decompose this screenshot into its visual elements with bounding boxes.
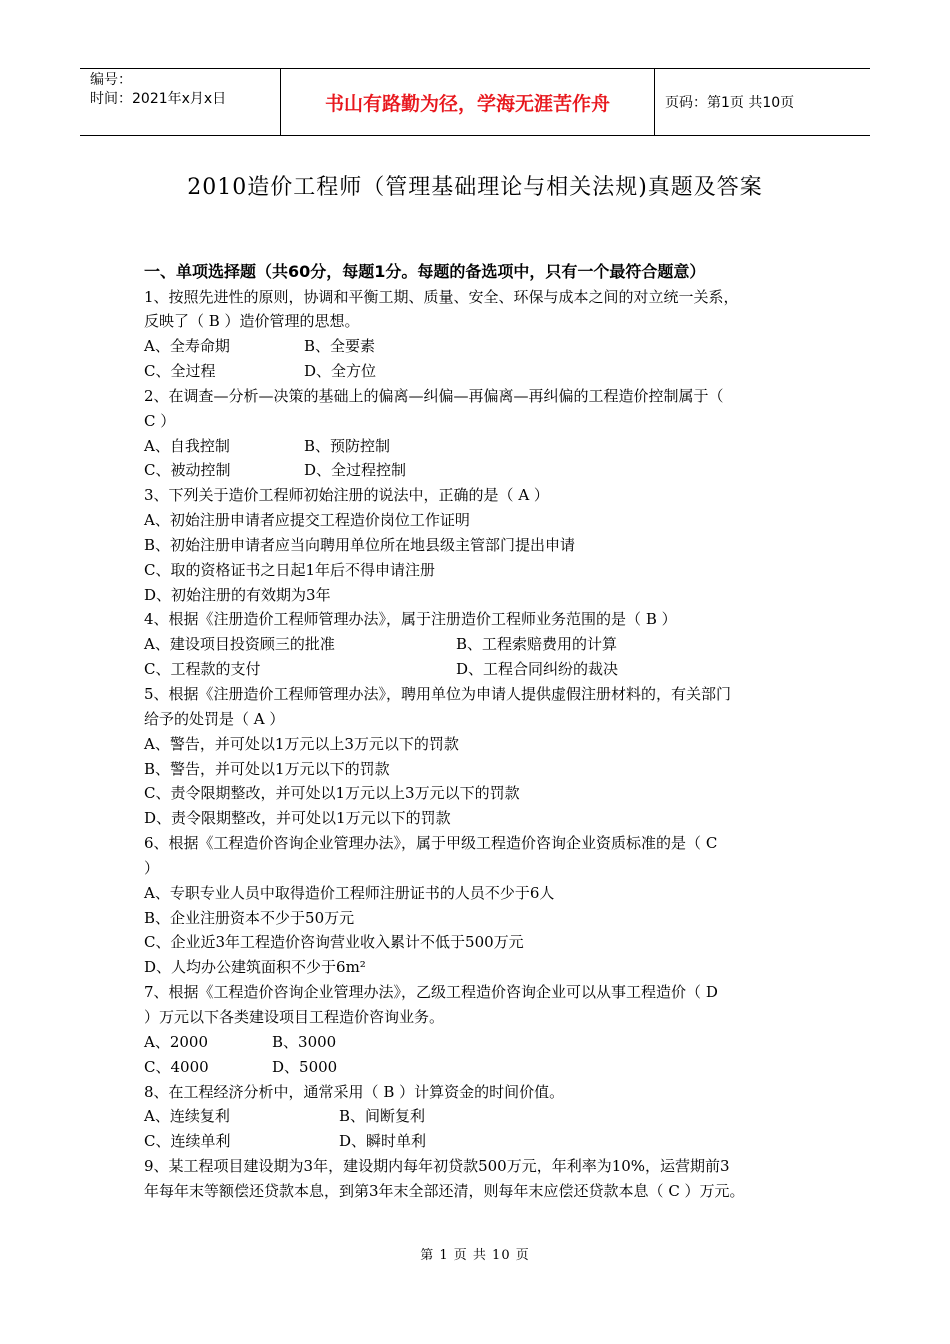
date-label: 时间：2021年x月x日 (90, 91, 227, 107)
answer-option: A、2000 (144, 1032, 209, 1051)
answer-option: B、工程索赔费用的计算 (456, 635, 618, 654)
answer-option: C、4000 (144, 1057, 209, 1076)
answer-option: A、专职专业人员中取得造价工程师注册证书的人员不少于6人 (144, 883, 555, 902)
answer-option: A、建设项目投资顾三的批准 (144, 635, 335, 654)
answer-option: C、全过程 (144, 362, 216, 381)
option-row (144, 359, 814, 384)
option-row (144, 632, 814, 657)
answer-option: B、全要素 (304, 337, 376, 356)
question-text-line: C ） (144, 411, 176, 430)
question-text-line: ） (144, 858, 160, 877)
page-header (80, 68, 870, 136)
option-row (144, 806, 814, 831)
answer-option: B、企业注册资本不少于50万元 (144, 908, 355, 927)
answer-option: C、取的资格证书之日起1年后不得申请注册 (144, 560, 436, 579)
option-row (144, 458, 814, 483)
question-text-line: 5、根据《注册造价工程师管理办法》，聘用单位为申请人提供虚假注册材料的，有关部门 (144, 685, 732, 703)
option-row (144, 881, 814, 906)
answer-option: C、责令限期整改，并可处以1万元以上3万元以下的罚款 (144, 784, 520, 803)
question-item (144, 980, 814, 1079)
question-text-line: 年每年末等额偿还贷款本息，到第3年末全部还清，则每年末应偿还贷款本息（ C ）万元。 (144, 1181, 745, 1200)
header-motto: 书山有路勤为径，学海无涯苦作舟 (281, 69, 655, 135)
option-row (144, 955, 814, 980)
question-text-line: 7、根据《工程造价咨询企业管理办法》，乙级工程造价咨询企业可以从事工程造价（ D (144, 983, 718, 1002)
option-row (144, 732, 814, 757)
answer-option: A、自我控制 (144, 436, 230, 455)
answer-option: A、全寿命期 (144, 337, 230, 356)
answer-option: D、瞬时单利 (339, 1132, 427, 1151)
answer-option: D、全方位 (304, 362, 377, 381)
question-item (144, 384, 814, 483)
answer-option: B、间断复利 (339, 1107, 426, 1126)
document-title: 2010造价工程师（管理基础理论与相关法规)真题及答案 (187, 175, 763, 200)
answer-option: C、被动控制 (144, 461, 231, 480)
option-row (144, 657, 814, 682)
answer-option: D、5000 (272, 1057, 338, 1076)
option-row (144, 757, 814, 782)
question-item (144, 607, 814, 682)
answer-option: D、工程合同纠纷的裁决 (456, 660, 619, 679)
answer-option: B、3000 (272, 1032, 337, 1051)
answer-option: B、预防控制 (304, 436, 391, 455)
question-item (144, 1154, 814, 1204)
answer-option: C、企业近3年工程造价咨询营业收入累计不低于500万元 (144, 933, 524, 952)
option-row (144, 1055, 814, 1080)
option-row (144, 1030, 814, 1055)
document-body (144, 260, 814, 1204)
question-text-line: 9、某工程项目建设期为3年，建设期内每年初贷款500万元，年利率为10%，运营期前3 (144, 1157, 730, 1176)
question-text-line: 3、下列关于造价工程师初始注册的说法中，正确的是（ A ） (144, 486, 549, 505)
question-text-line: 给予的处罚是（ A ） (144, 709, 285, 728)
answer-option: B、初始注册申请者应当向聘用单位所在地县级主管部门提出申请 (144, 535, 576, 554)
header-page-info: 页码：第1页 共10页 (665, 95, 795, 111)
option-row (144, 508, 814, 533)
section-heading: 一、单项选择题（共60分，每题1分。每题的备选项中，只有一个最符合题意） (144, 262, 706, 281)
answer-option: D、责令限期整改，并可处以1万元以下的罚款 (144, 809, 451, 828)
answer-option: A、连续复利 (144, 1107, 230, 1126)
option-row (144, 533, 814, 558)
option-row (144, 334, 814, 359)
question-list (144, 285, 814, 1204)
option-row (144, 583, 814, 608)
option-row (144, 434, 814, 459)
answer-option: D、全过程控制 (304, 461, 407, 480)
question-text-line: ）万元以下各类建设项目工程造价咨询业务。 (144, 1007, 445, 1026)
option-row (144, 558, 814, 583)
question-text-line: 6、根据《工程造价咨询企业管理办法》，属于甲级工程造价咨询企业资质标准的是（ C (144, 834, 718, 853)
option-row (144, 930, 814, 955)
number-label: 编号： (90, 72, 132, 88)
question-text-line: 8、在工程经济分析中，通常采用（ B ）计算资金的时间价值。 (144, 1082, 565, 1101)
option-row (144, 906, 814, 931)
question-item (144, 831, 814, 980)
question-item (144, 285, 814, 384)
answer-option: A、初始注册申请者应提交工程造价岗位工作证明 (144, 511, 470, 530)
answer-option: D、初始注册的有效期为3年 (144, 585, 331, 604)
answer-option: D、人均办公建筑面积不少于6m² (144, 958, 366, 977)
question-item (144, 1080, 814, 1155)
answer-option: C、工程款的支付 (144, 660, 261, 679)
header-meta (80, 69, 281, 135)
answer-option: A、警告，并可处以1万元以上3万元以下的罚款 (144, 734, 459, 753)
page-footer: 第 1 页 共 10 页 (420, 1248, 530, 1263)
question-item (144, 483, 814, 607)
option-row (144, 781, 814, 806)
option-row (144, 1129, 814, 1154)
question-text-line: 4、根据《注册造价工程师管理办法》，属于注册造价工程师业务范围的是（ B ） (144, 610, 677, 629)
answer-option: C、连续单利 (144, 1132, 231, 1151)
option-row (144, 1104, 814, 1129)
question-text-line: 2、在调查—分析—决策的基础上的偏离—纠偏—再偏离—再纠偏的工程造价控制属于（ (144, 386, 724, 405)
question-text-line: 1、按照先进性的原则，协调和平衡工期、质量、安全、环保与成本之间的对立统一关系， (144, 287, 739, 306)
answer-option: B、警告，并可处以1万元以下的罚款 (144, 759, 390, 778)
question-text-line: 反映了（ B ）造价管理的思想。 (144, 312, 360, 331)
question-item (144, 682, 814, 831)
